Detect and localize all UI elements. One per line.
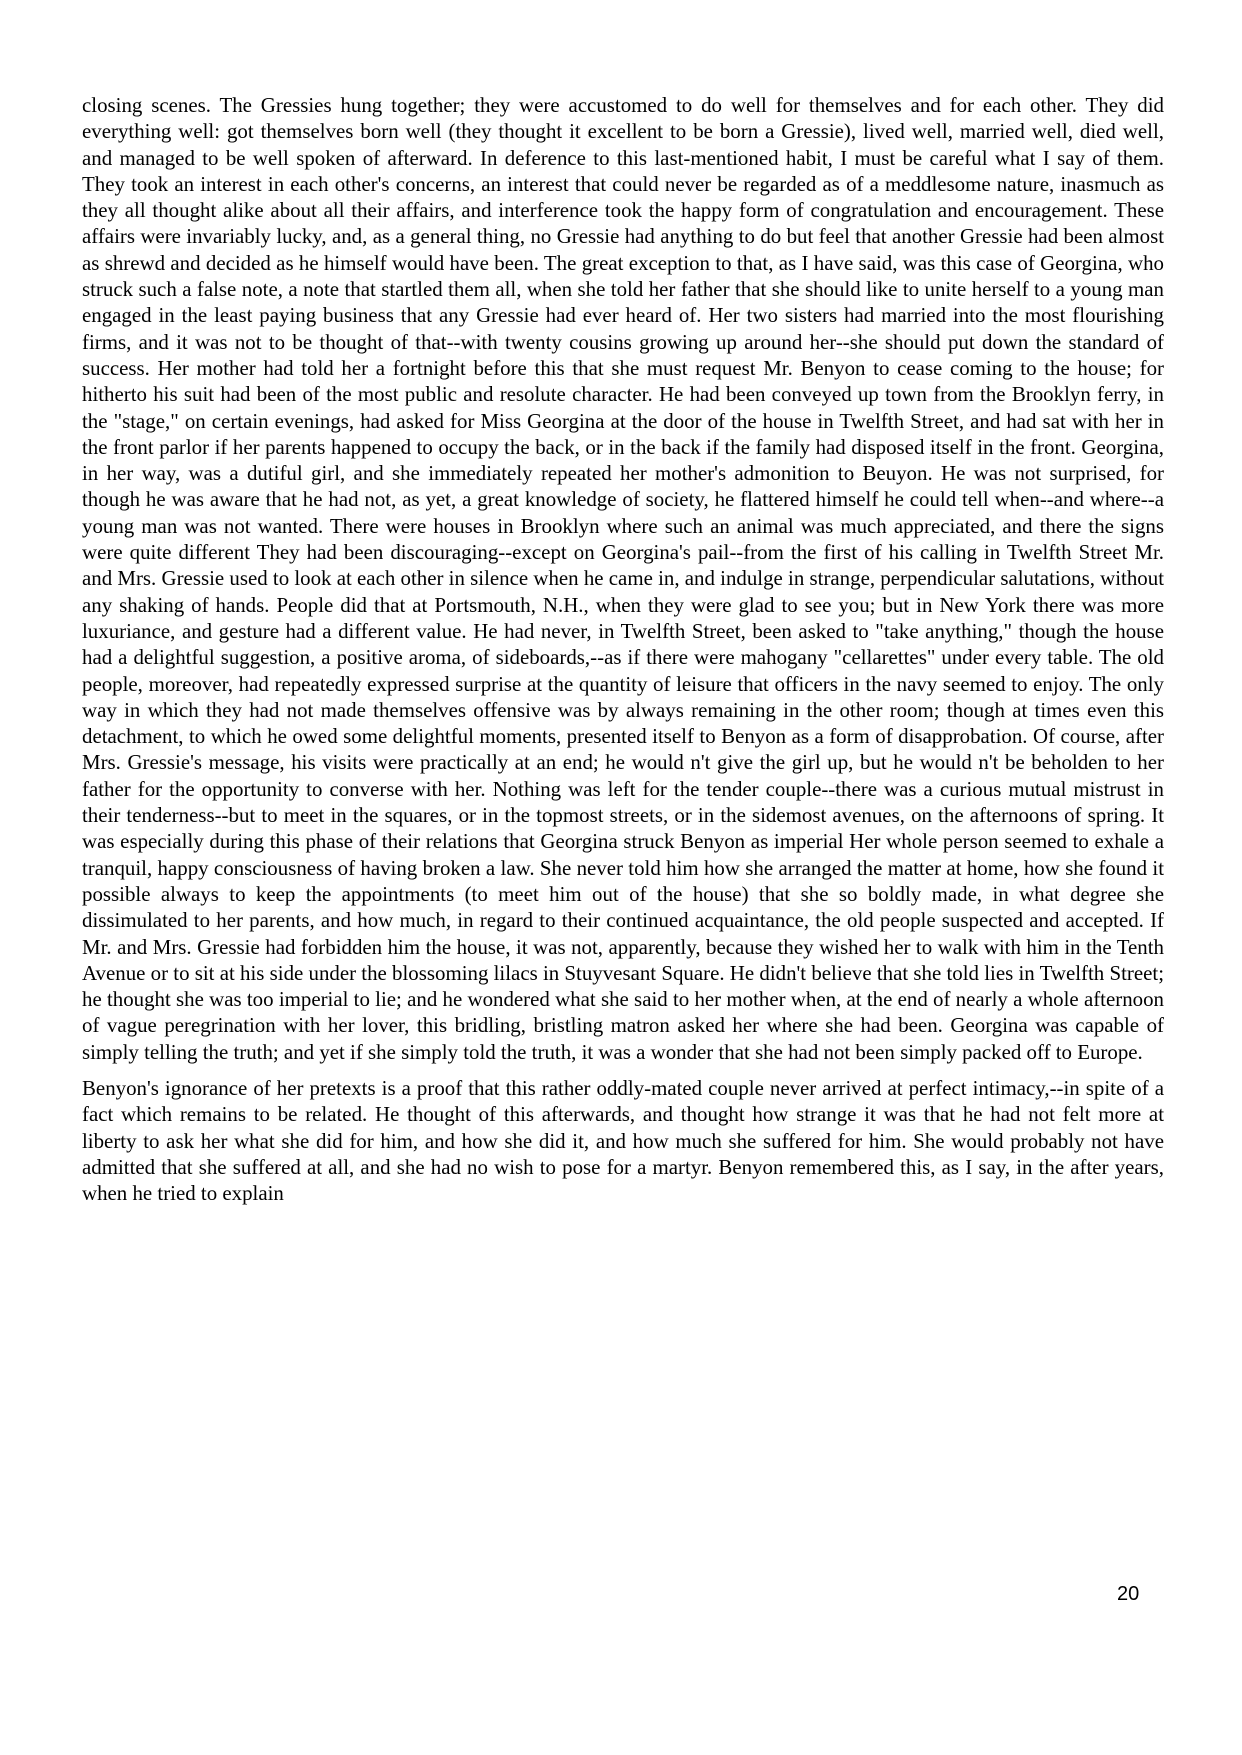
paragraph-1: closing scenes. The Gressies hung together; they were accustomed to do well for themselves and for each other. They did everything well: got themselves born well (they thought it excellent to be born a Gressie), lived well, married well, died well, and managed to be well spoken of afterward. In deference to this last-mentioned habit, I must be careful what I say of them. They took an interest in each other's concerns, an interest that could never be regarded as of a meddlesome nature, inasmuch as they all thought alike about all their affairs, and interference took the happy form of congratulation and encouragement. These affairs were invariably lucky, and, as a general thing, no Gressie had anything to do but feel that another Gressie had been almost as shrewd and decided as he himself would have been. The great exception to that, as I have said, was this case of Georgina, who struck such a false note, a note that startled them all, when she told her father that she should like to unite herself to a young man engaged in the least paying business that any Gressie had ever heard of. Her two sisters had married into the most flourishing firms, and it was not to be thought of that--with twenty cousins growing up around her--she should put down the standard of success. Her mother had told her a fortnight before this that she must request Mr. Benyon to cease coming to the house; for hitherto his suit had been of the most public and resolute character. He had been conveyed up town from the Brooklyn ferry, in the "stage," on certain evenings, had asked for Miss Georgina at the door of the house in Twelfth Street, and had sat with her in the front parlor if her parents happened to occupy the back, or in the back if the family had disposed itself in the front. Georgina, in her way, was a dutiful girl, and she immediately repeated her mother's admonition to Beuyon. He was not surprised, for though he was aware that he had not, as yet, a great knowledge of society, he flattered himself he could tell when--and where--a young man was not wanted. There were houses in Brooklyn where such an animal was much appreciated, and there the signs were quite different They had been discouraging--except on Georgina's pail--from the first of his calling in Twelfth Street Mr. and Mrs. Gressie used to look at each other in silence when he came in, and indulge in strange, perpendicular salutations, without any shaking of hands. People did that at Portsmouth, N.H., when they were glad to see you; but in New York there was more luxuriance, and gesture had a different value. He had never, in Twelfth Street, been asked to "take anything," though the house had a delightful suggestion, a positive aroma, of sideboards,--as if there were mahogany "cellarettes" under every table. The old people, moreover, had repeatedly expressed surprise at the quantity of leisure that officers in the navy seemed to enjoy. The only way in which they had not made themselves offensive was by always remaining in the other room; though at times even this detachment, to which he owed some delightful moments, presented itself to Benyon as a form of disapprobation. Of course, after Mrs. Gressie's message, his visits were practically at an end; he would n't give the girl up, but he would n't be beholden to her father for the opportunity to converse with her. Nothing was left for the tender couple--there was a curious mutual mistrust in their tenderness--but to meet in the squares, or in the topmost streets, or in the sidemost avenues, on the afternoons of spring. It was especially during this phase of their relations that Georgina struck Benyon as imperial Her whole person seemed to exhale a tranquil, happy consciousness of having broken a law. She never told him how she arranged the matter at home, how she found it possible always to keep the appointments (to meet him out of the house) that she so boldly made, in what degree she dissimulated to her parents, and how much, in regard to their continued acquaintance, the old people suspected and accepted. If Mr. and Mrs. Gressie had forbidden him the house, it was not, apparently, because they wished her to walk with him in the Tenth Avenue or to sit at his side under the blossoming lilacs in Stuyvesant Square. He didn't believe that she told lies in Twelfth Street; he thought she was too imperial to lie; and he wondered what she said to her mother when, at the end of nearly a whole afternoon of vague peregrination with her lover, this bridling, bristling matron asked her where she had been. Georgina was capable of simply telling the truth; and yet if she simply told the truth, it was a wonder that she had not been simply packed off to Europe.	[82, 93, 1164, 1064]
paragraph-2: Benyon's ignorance of her pretexts is a proof that this rather oddly-mated couple never arrived at perfect intimacy,--in spite of a fact which remains to be related. He thought of this afterwards, and thought how strange it was that he had not felt more at liberty to ask her what she did for him, and how she did it, and how much she suffered for him. She would probably not have admitted that she suffered at all, and she had no wish to pose for a martyr. Benyon remembered this, as I say, in the after years, when he tried to explain	[82, 1075, 1164, 1206]
body-text	[82, 92, 1164, 1206]
page-number: 20	[1117, 1583, 1140, 1605]
